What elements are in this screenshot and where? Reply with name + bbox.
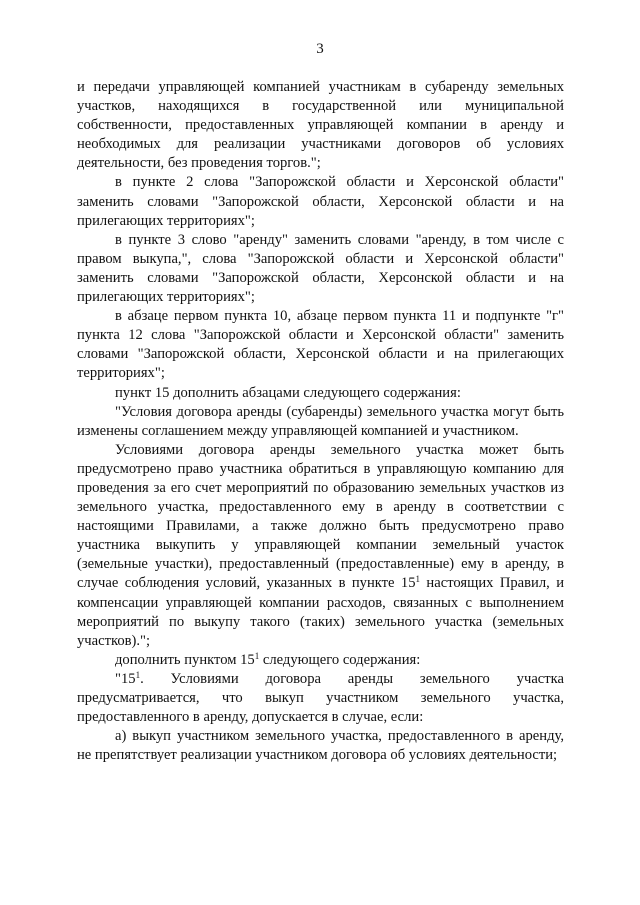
paragraph-points-10-12: в абзаце первом пункта 10, абзаце первом пункта 11 и подпункте "г" пункта 12 слова "Запорожской области и Херсонской области" заменить словами "Запорожской области, Херсонской области и на прилегающих территориях"; [77,308,564,382]
superscript-marker: 1 [415,574,421,585]
paragraph-lease-rights: Условиями договора аренды земельного участка может быть предусмотрено право участника обратиться в управляющую компанию для проведения за его счет мероприятий по образованию земельных участков из земельного участка, предоставленного ему в аренду в соответствии с настоящими Правилами, а также должно быть предусмотрено право участника выкупить у управляющей компании земельный участок (земельные участки), предоставленный (предоставленные) ему в аренду, в случае соблюдения условий, указанных в пункте $15^1$ настоящих Правил, и компенсации управляющей компании расходов, связанных с выполнением мероприятий по выкупу такого (таких) земельного участка (земельных участков)."; [77,441,565,649]
paragraph-lease-terms: "Условия договора аренды (субаренды) земельного участка могут быть изменены соглашением между управляющей компанией и участником. [77,403,564,439]
paragraph-point-15-1: "$15^1$. Условиями договора аренды земельного участка предусматривается, что выкуп участником земельного участка, предоставленного в аренду, допускается в случае, если: [77,669,564,726]
paragraph-continuation: и передачи управляющей компанией участникам в субаренду земельных участков, находящихся в государственной или муниципальной собственности, предоставленных управляющей компании в аренду и необходимых для реализации участниками договоров об условиях деятельности, без проведения торгов."; [77,79,564,172]
paragraph-add-point-15-1: дополнить пунктом $15^1$ следующего содержания: [115,650,421,668]
paragraph-point-15-intro: пункт 15 дополнить абзацами следующего содержания: [115,384,461,401]
page-number: 3 [316,41,324,57]
superscript-marker: 1 [254,650,260,661]
document-body [77,78,564,765]
paragraph-point-3: в пункте 3 слово "аренду" заменить словами "аренду, в том числе с правом выкупа,", слова "Запорожской области и Херсонской области" заменить словами "Запорожской области, Херсонской области и на прилегающих территориях"; [77,231,564,306]
superscript-marker: 1 [135,669,141,680]
paragraph-subpoint-a: а) выкуп участником земельного участка, предоставленного в аренду, не препятствует реализации участником договора об условиях деятельности; [77,728,564,764]
paragraph-point-2: в пункте 2 слова "Запорожской области и Херсонской области" заменить словами "Запорожской области, Херсонской области и на прилегающих территориях"; [77,174,564,229]
